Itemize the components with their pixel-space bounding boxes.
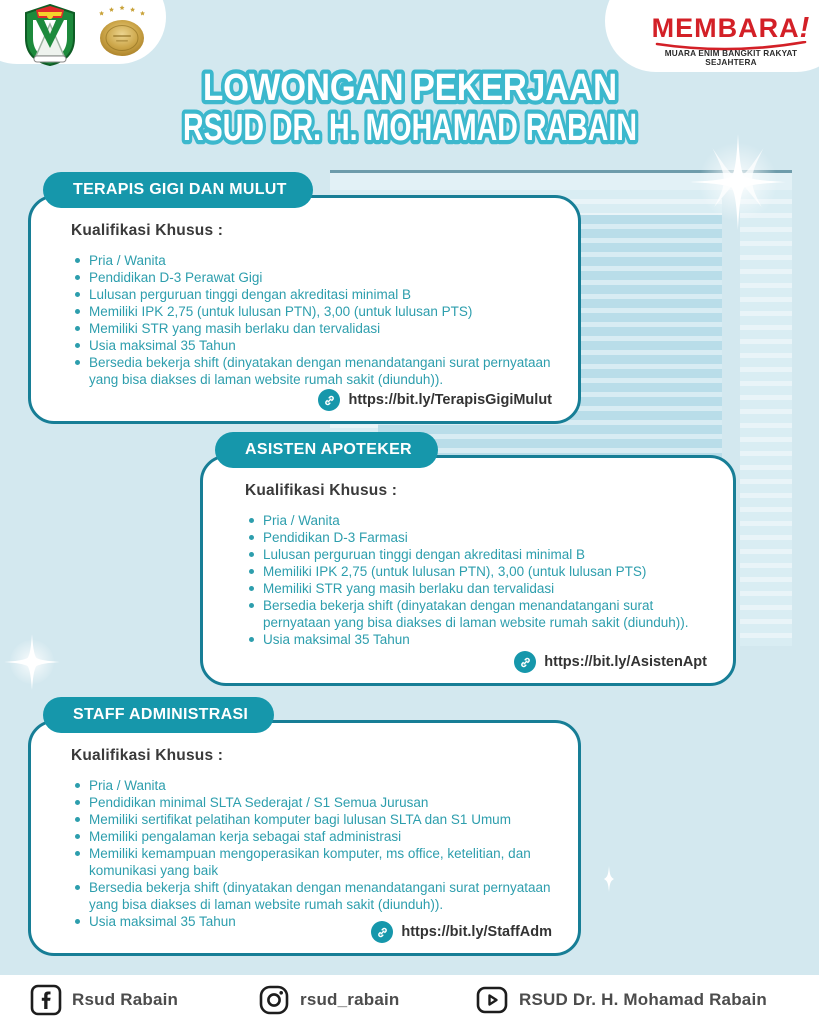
poster-title-line1: LOWONGAN PEKERJAAN bbox=[203, 67, 617, 109]
qualification-item: Memiliki kemampuan mengoperasikan komputer, ms office, ketelitian, dan komunikasi yang baik bbox=[71, 845, 564, 879]
youtube-account[interactable] bbox=[475, 984, 767, 1016]
job-card-asisten-apoteker bbox=[200, 441, 736, 686]
sparkle-left bbox=[2, 632, 62, 692]
job-title-label: TERAPIS GIGI DAN MULUT bbox=[73, 181, 287, 198]
qualification-item: Bersedia bekerja shift (dinyatakan dengan menandatangani surat pernyataan yang bisa diakses di laman website rumah sakit (diunduh)). bbox=[71, 879, 564, 913]
qualification-item: Usia maksimal 35 Tahun bbox=[71, 337, 564, 354]
qualifications-list bbox=[71, 777, 564, 930]
qualification-item: Usia maksimal 35 Tahun bbox=[245, 631, 719, 648]
qualification-item: Memiliki IPK 2,75 (untuk lulusan PTN), 3,00 (untuk lulusan PTS) bbox=[245, 563, 719, 580]
link-icon bbox=[371, 921, 393, 943]
youtube-handle: RSUD Dr. H. Mohamad Rabain bbox=[519, 989, 767, 1009]
membara-slogan-pill bbox=[605, 0, 819, 72]
application-link-text[interactable]: https://bit.ly/TerapisGigiMulut bbox=[348, 392, 552, 408]
membara-word: MEMBARA bbox=[651, 13, 800, 43]
qualifications-heading: Kualifikasi Khusus : bbox=[245, 482, 398, 499]
qualification-item: Memiliki STR yang masih berlaku dan tervalidasi bbox=[71, 320, 564, 337]
facebook-icon bbox=[30, 984, 62, 1016]
application-link-terapis-gigi[interactable] bbox=[318, 389, 552, 411]
instagram-account[interactable] bbox=[258, 984, 400, 1016]
sparkle-star-icon bbox=[596, 866, 622, 892]
job-title-tab-asisten-apoteker bbox=[215, 432, 438, 468]
job-title-tab-terapis-gigi bbox=[43, 172, 313, 208]
social-footer bbox=[0, 975, 819, 1024]
poster-title-line2: RSUD DR. H. MOHAMAD RABAIN bbox=[183, 107, 637, 149]
sparkle-small bbox=[596, 866, 622, 892]
qualification-item: Pria / Wanita bbox=[71, 252, 564, 269]
header-logos-pill bbox=[0, 0, 166, 64]
qualifications-list bbox=[71, 252, 564, 388]
gold-emblem-logo bbox=[96, 4, 148, 62]
muara-enim-crest-logo bbox=[22, 4, 78, 66]
qualification-item: Usia maksimal 35 Tahun bbox=[71, 913, 564, 930]
link-icon bbox=[318, 389, 340, 411]
membara-tagline: MUARA ENIM BANGKIT RAKYAT SEJAHTERA bbox=[664, 49, 798, 67]
sparkle-glow bbox=[10, 640, 54, 684]
qualification-item: Lulusan perguruan tinggi dengan akreditasi minimal B bbox=[71, 286, 564, 303]
qualification-item: Memiliki IPK 2,75 (untuk lulusan PTN), 3,00 (untuk lulusan PTS) bbox=[71, 303, 564, 320]
qualification-item: Pendidikan minimal SLTA Sederajat / S1 Semua Jurusan bbox=[71, 794, 564, 811]
card-body bbox=[203, 458, 733, 660]
qualification-item: Lulusan perguruan tinggi dengan akreditasi minimal B bbox=[245, 546, 719, 563]
qualification-item: Memiliki STR yang masih berlaku dan tervalidasi bbox=[245, 580, 719, 597]
qualification-item: Pendidikan D-3 Perawat Gigi bbox=[71, 269, 564, 286]
poster-title bbox=[0, 64, 819, 164]
instagram-icon bbox=[258, 984, 290, 1016]
membara-exclamation: ! bbox=[799, 12, 811, 44]
job-title-label: ASISTEN APOTEKER bbox=[245, 441, 412, 458]
link-icon bbox=[514, 651, 536, 673]
application-link-asisten-apoteker[interactable] bbox=[514, 651, 707, 673]
qualification-item: Pria / Wanita bbox=[71, 777, 564, 794]
qualification-item: Bersedia bekerja shift (dinyatakan dengan menandatangani surat pernyataan yang bisa diakses di laman website rumah sakit (diunduh)). bbox=[71, 354, 564, 388]
job-title-tab-staff-administrasi bbox=[43, 697, 274, 733]
youtube-icon bbox=[475, 984, 509, 1016]
qualification-item: Memiliki sertifikat pelatihan komputer bagi lulusan SLTA dan S1 Umum bbox=[71, 811, 564, 828]
application-link-text[interactable]: https://bit.ly/StaffAdm bbox=[401, 924, 552, 940]
application-link-text[interactable]: https://bit.ly/AsistenApt bbox=[544, 654, 707, 670]
membara-logo bbox=[645, 14, 817, 67]
card-body bbox=[31, 198, 578, 400]
qualifications-heading: Kualifikasi Khusus : bbox=[71, 222, 224, 239]
facebook-account[interactable] bbox=[30, 984, 178, 1016]
qualifications-list bbox=[245, 512, 719, 648]
instagram-handle: rsud_rabain bbox=[300, 989, 400, 1009]
job-card-staff-administrasi bbox=[28, 706, 581, 956]
card-body bbox=[31, 723, 578, 942]
qualification-item: Pendidikan D-3 Farmasi bbox=[245, 529, 719, 546]
qualification-item: Bersedia bekerja shift (dinyatakan dengan menandatangani surat pernyataan yang bisa diakses di laman website rumah sakit (diunduh)). bbox=[245, 597, 719, 631]
job-card-terapis-gigi bbox=[28, 181, 581, 424]
job-title-label: STAFF ADMINISTRASI bbox=[73, 706, 249, 723]
qualifications-heading: Kualifikasi Khusus : bbox=[71, 747, 224, 764]
facebook-handle: Rsud Rabain bbox=[72, 989, 179, 1009]
application-link-staff-administrasi[interactable] bbox=[371, 921, 552, 943]
membara-brand-text bbox=[645, 14, 817, 43]
qualification-item: Pria / Wanita bbox=[245, 512, 719, 529]
qualification-item: Memiliki pengalaman kerja sebagai staf administrasi bbox=[71, 828, 564, 845]
